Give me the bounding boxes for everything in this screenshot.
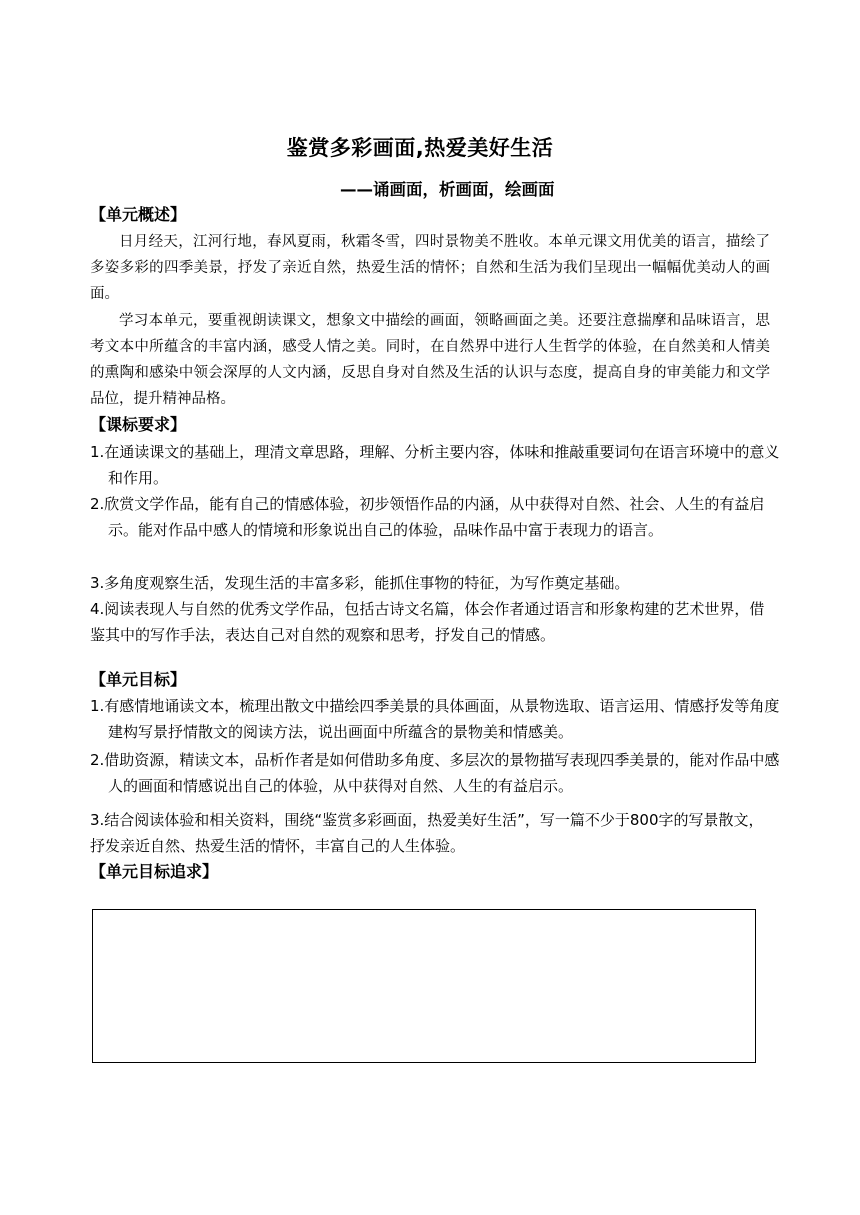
answer-box[interactable] [92, 909, 756, 1063]
standards-item: 3.多角度观察生活，发现生活的丰富多彩，能抓住事物的特征，为写作奠定基础。 [90, 574, 630, 592]
overview-paragraph: 学习本单元，要重视朗读课文，想象文中描绘的画面，领略画面之美。还要注意揣摩和品味语言，思考文本中所蕴含的丰富内涵，感受人情之美。同时，在自然界中进行人生哲学的体验，在自然美和人情美的熏陶和感染中领会深厚的人文内涵，反思自身对自然及生活的认识与态度，提高自身的审美能力和文学品位，提升精神品格。 [90, 313, 770, 407]
goals-item: 1.有感情地诵读文本，梳理出散文中描绘四季美景的具体画面，从景物选取、语言运用、情感抒发等角度建构写景抒情散文的阅读方法，说出画面中所蕴含的景物美和情感美。 [90, 697, 780, 741]
standards-item: 1.在通读课文的基础上，理清文章思路，理解、分析主要内容，体味和推敲重要词句在语言环境中的意义和作用。 [90, 443, 780, 487]
document-subtitle: ——诵画面，析画面，绘画面 [340, 180, 555, 199]
standards-heading: 【课标要求】 [90, 415, 187, 434]
standards-item: 2.欣赏文学作品，能有自己的情感体验，初步领悟作品的内涵，从中获得对自然、社会、人生的有益启示。能对作品中感人的情境和形象说出自己的体验，品味作品中富于表现力的语言。 [90, 495, 765, 539]
goals-item: 3.结合阅读体验和相关资料，围绕“鉴赏多彩画面，热爱美好生活”，写一篇不少于800字的写景散文，抒发亲近自然、热爱生活的情怀，丰富自己的人生体验。 [90, 811, 764, 855]
pursuit-heading: 【单元目标追求】 [90, 862, 219, 881]
goals-item: 2.借助资源，精读文本，品析作者是如何借助多角度、多层次的景物描写表现四季美景的，能对作品中感人的画面和情感说出自己的体验，从中获得对自然、人生的有益启示。 [90, 751, 780, 795]
overview-heading: 【单元概述】 [90, 205, 187, 224]
overview-paragraph: 日月经天，江河行地，春风夏雨，秋霜冬雪，四时景物美不胜收。本单元课文用优美的语言，描绘了多姿多彩的四季美景，抒发了亲近自然，热爱生活的情怀；自然和生活为我们呈现出一幅幅优美动人的画面。 [90, 234, 770, 302]
standards-item: 4.阅读表现人与自然的优秀文学作品，包括古诗文名篇，体会作者通过语言和形象构建的艺术世界，借鉴其中的写作手法，表达自己对自然的观察和思考，抒发自己的情感。 [90, 600, 765, 644]
goals-heading: 【单元目标】 [90, 670, 187, 689]
document-title: 鉴赏多彩画面,热爱美好生活 [286, 136, 554, 160]
